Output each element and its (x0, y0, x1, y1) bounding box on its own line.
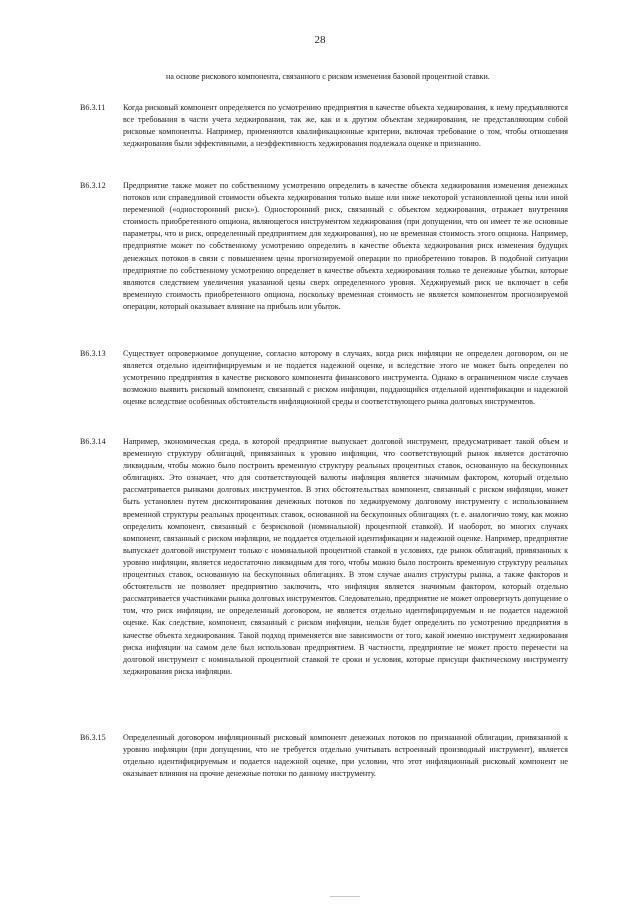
paragraph-text: Например, экономическая среда, в которой предприятие выпускает долговой инструмент, предусматривает такой объем и временную структуру облигаций, привязанных к уровню инфляции, что соответствующий рынок является достаточно ликвидным, чтобы можно было построить временную структуру реальных процентных ставок, основанную на бескупонных облигациях. Это означает, что для соответствующей валюты инфляция является значимым фактором, который отдельно рассматривается рынками долговых инструментов. В этих обстоятельствах компонент, связанный с риском инфляции, может быть установлен путем дисконтирования денежных потоков по хеджируемому долговому инструменту с использованием временной структуры реальных процентных ставок, основанной на бескупонных облигациях (т. е. аналогично тому, как можно определить компонент, связанный с безрисковой (номинальной) процентной ставкой). И наоборот, во многих случаях компонент, связанный с риском инфляции, не поддается отдельной идентификации и надежной оценке. Например, предприятие выпускает долговой инструмент только с номинальной процентной ставкой в условиях, где рынок облигаций, привязанных к уровню инфляции, является недостаточно ликвидным для того, чтобы можно было построить временную структуру реальных процентных ставок, основанную на бескупонных облигациях. В этом случае анализ структуры рынка, а также факторов и обстоятельств не позволяет предприятию заключить, что инфляция является значимым фактором, который отдельно рассматривается участниками рынка долговых инструментов. Следовательно, предприятие не может опровергнуть допущение о том, что риск инфляции, не определенный договором, не является отдельно идентифицируемым и не подается надежной оценке. Как следствие, компонент, связанный с риском инфляции, нельзя будет определить по усмотрению предприятия в качестве объекта хеджирования. Такой подход применяется вне зависимости от того, какой именно инструмент хеджирования риска инфляции на самом деле был использован предприятием. В частности, предприятие не может просто перенести на долговой инструмент с номинальной процентной ставкой те сроки и условия, которые присущи фактическому инструменту хеджирования риска инфляции. (123, 437, 568, 676)
paragraph-number: B6.3.11 (80, 103, 106, 112)
footer-divider (330, 896, 360, 897)
paragraph-b6-3-15 (80, 732, 568, 780)
continued-paragraph-text: на основе рискового компонента, связанного с риском изменения базовой процентной ставки. (166, 72, 490, 81)
paragraph-number: B6.3.13 (80, 349, 106, 358)
paragraph-number: B6.3.14 (80, 437, 106, 446)
paragraph-number: B6.3.15 (80, 733, 106, 742)
paragraph-b6-3-13 (80, 348, 568, 408)
paragraph-b6-3-14 (80, 436, 568, 678)
paragraph-number: B6.3.12 (80, 181, 106, 190)
paragraph-text: Предприятие также может по собственному усмотрению определить в качестве объекта хеджирования изменения денежных потоков или справедливой стоимости объекта хеджирования только выше или ниже некоторой установленной цены или иной переменной («односторонний риск»). Односторонний риск, связанный с объектом хеджирования, отражает внутренняя стоимость приобретенного опциона, являющегося инструментом хеджирования (при допущении, что он имеет те же основные параметры, что и риск, определенный предприятием для хеджирования), но не временная стоимость этого опциона. Например, предприятие может по собственному усмотрению определить в качестве объекта хеджирования риск изменения будущих денежных потоков в связи с повышением цены прогнозируемой операции по приобретению товаров. В подобной ситуации предприятие по собственному усмотрению определяет в качестве объекта хеджирования только те денежные убытки, которые являются следствием увеличения указанной цены сверх определенного уровня. Хеджируемый риск не включает в себя временную стоимость приобретенного опциона, поскольку временная стоимость не является компонентом прогнозируемой операции, который оказывает влияние на прибыль или убыток. (123, 181, 568, 311)
paragraph-text: Существует опровержимое допущение, согласно которому в случаях, когда риск инфляции не определен договором, он не является отдельно идентифицируемым и не подается надежной оценке, и вследствие этого не может быть определен по усмотрению предприятия в качестве рискового компонента финансового инструмента. Однако в ограниченном числе случаев возможно выявить рисковый компонент, связанный с риском инфляции, поддающийся отдельной идентификации и надежной оценке вследствие особенных обстоятельств инфляционной среды и соответствующего рынка долговых инструментов. (123, 349, 568, 407)
page-number: 28 (314, 34, 326, 46)
paragraph-text: Определенный договором инфляционный рисковый компонент денежных потоков по признанной облигации, привязанной к уровню инфляции (при допущении, что не требуется отдельно учитывать встроенный производный инструмент), является отдельно идентифицируемым и подается надежной оценке, при условии, что этот инфляционный рисковый компонент не оказывает влияния на прочие денежные потоки по данному инструменту. (123, 733, 568, 779)
paragraph-text: Когда рисковый компонент определяется по усмотрению предприятия в качестве объекта хеджирования, к нему предъявляются все требования в части учета хеджирования, так же, как и к другим объектам хеджирования, не представляющим собой рисковые компоненты. Например, применяются квалификационные критерии, включая требование о том, чтобы отношения хеджирования были эффективными, а неэффективность хеджирования подлежала оценке и признанию. (123, 103, 568, 149)
paragraph-b6-3-12 (80, 180, 568, 313)
paragraph-b6-3-11 (80, 102, 568, 150)
